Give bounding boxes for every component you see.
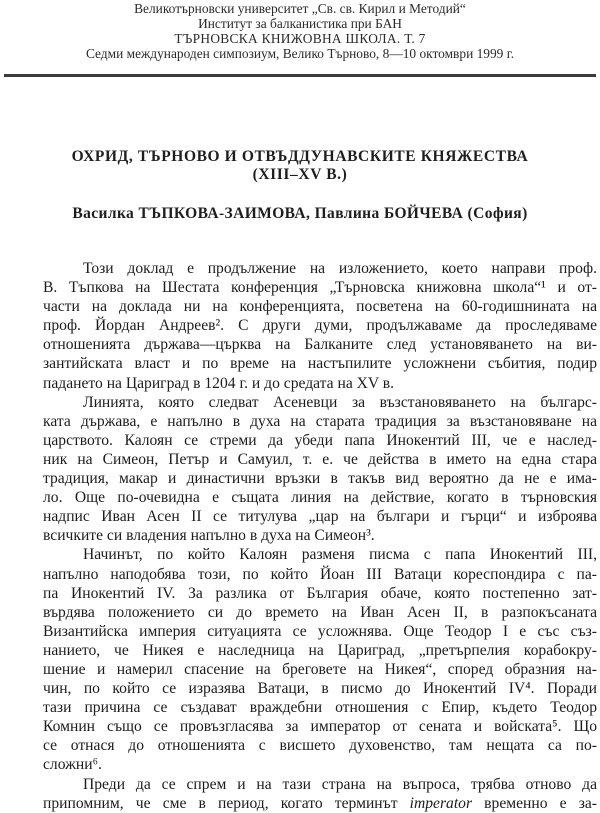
publication-header [0,0,600,61]
body-line: части на доклада ни на конференцията, посветена на 60-годишнината на [43,298,597,316]
header-rule [4,74,596,77]
body-line: Този доклад е продължение на изложението, което направи проф. [83,260,597,277]
body-line: шение и намерил спасение на бреговете на Никея“, според образния на- [43,660,597,678]
author-affiliation: (София) [463,205,528,222]
body-line: ник на Симеон, Петър и Самуил, т. е. че действа в името на една стара [43,450,597,468]
article-title [0,148,600,184]
body-line: Византийска империя ситуацията се усложнява. Още Теодор I е със съз- [43,622,597,640]
university-line: Великотърновски университет „Св. св. Кирил и Методий“ [134,1,466,16]
body-line: ло. Още по-очевидна е същата линия на действие, когато в търновския [43,489,597,507]
title-line-2: (XIII–XV В.) [252,166,348,183]
body-line: върдява положението си до времето на Иван Асен II, в разпокъсаната [43,603,597,621]
body-line: всичките си владения напълно в духа на Симеон³. [43,527,375,545]
body-line: зантийската власт и по време на настъпилите усложнени събития, подир [43,355,597,373]
body-line: ката държава, е напълно в духа на старата традиция за възстановяване на [43,412,597,430]
body-line: па Инокентий IV. За разлика от България обаче, която постепенно зат- [43,584,597,602]
body-line: отношенията държава—църква на Балканите след установяването на ви- [43,336,597,354]
series-line: ТЪРНОВСКА КНИЖОВНА ШКОЛА. Т. 7 [174,31,426,46]
author-separator: , Павлина [306,205,384,222]
body-line: Комнин също се провъзгласява за император от сената и войската⁵. Що [43,718,597,736]
author1-surname: ТЪПКОВА-ЗАИМОВА [138,205,307,222]
body-line: чин, по който се изразява Ватаци, в писмо до Инокентий IV⁴. Поради [43,680,597,698]
body-paragraph [3,259,597,393]
author2-surname: БОЙЧЕВА [383,205,464,222]
institute-line: Институт за балканистика при БАН [198,16,402,31]
body-line: нанието, че Никея е наследница на Цариград, „претърпелия корабокру- [43,641,597,659]
body-line: В. Тъпкова на Шестата конференция „Търновска книжовна школа“¹ и от- [43,279,597,297]
article-body [3,259,597,813]
body-line: проф. Йордан Андреев². С други думи, продължаваме да проследяваме [43,317,597,335]
body-line: припомним, че сме в период, когато терминът imperator временно е за- [43,794,597,812]
body-line: царството. Калоян се стреми да убеди папа Инокентий III, че е наслед- [43,431,597,449]
body-paragraph [3,393,597,546]
body-line: Преди да се спрем и на тази страна на въпроса, трябва отново да [83,775,597,793]
author1-firstname: Василка [72,205,139,222]
body-line: Начинът, по който Калоян разменя писма с папа Инокентий III, [83,546,597,564]
body-paragraph [3,545,597,774]
body-line: традиция, макар и династични връзки в такъв вид вероятно да не е има- [43,470,597,488]
body-line: напълно наподобява този, по който Йоан III Ватаци кореспондира с па- [43,565,597,583]
body-line: Линията, която следват Асеневци за възстановяването на българс- [83,393,597,411]
body-paragraph [3,775,597,813]
symposium-line: Седми международен симпозиум, Велико Търново, 8—10 октомври 1999 г. [85,46,515,61]
body-line: надпис Иван Асен II се титулува „цар на българи и гърци“ и изброява [43,508,597,526]
body-line: се отнася до отношенията с висшето духовенство, там нещата са по- [43,737,597,755]
body-line: падането на Цариград в 1204 г. и до средата на XV в. [43,374,395,392]
body-line: сложни⁶. [43,756,102,774]
body-line: тази причина се създават враждебни отношения с Епир, където Теодор [43,699,597,717]
article-authors [0,205,600,223]
title-line-1: ОХРИД, ТЪРНОВО И ОТВЪДДУНАВСКИТЕ КНЯЖЕСТВА [71,148,529,165]
